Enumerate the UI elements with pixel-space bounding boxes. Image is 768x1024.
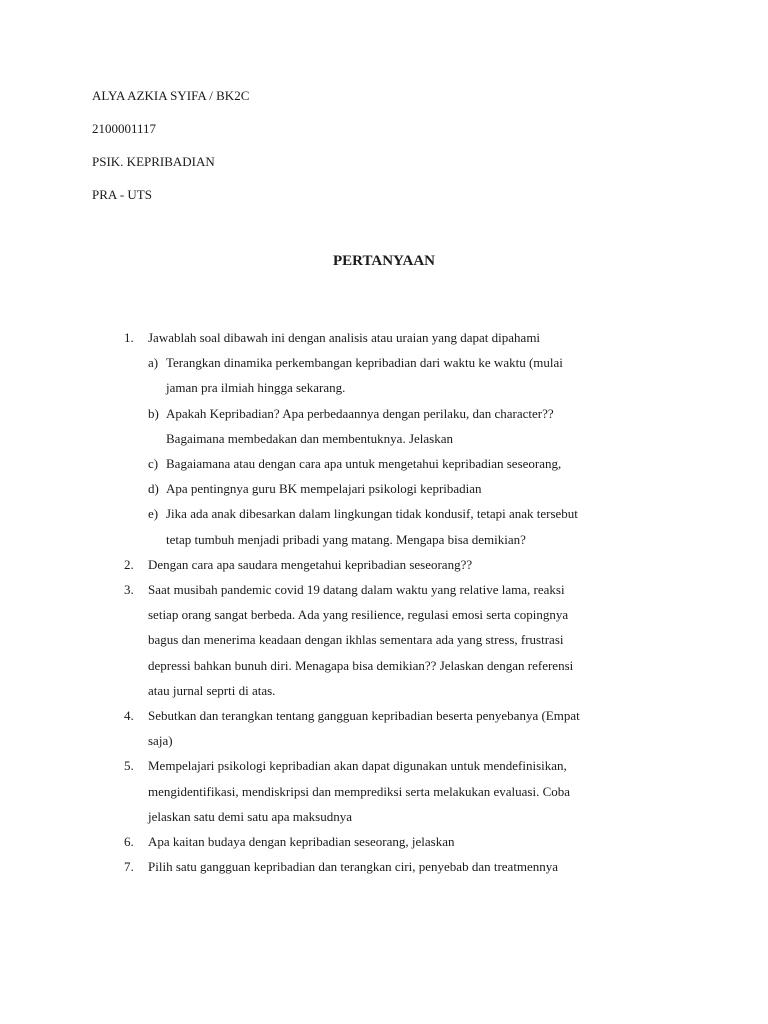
question-text: Apa kaitan budaya dengan kepribadian seseorang, jelaskan: [148, 834, 455, 849]
subquestion-letter: c): [148, 456, 159, 471]
question-number: 2.: [124, 556, 134, 572]
question-text: bagus dan menerima keadaan dengan ikhlas sementara ada yang stress, frustrasi: [148, 632, 564, 648]
question-text: saja): [148, 733, 173, 749]
student-id: 2100001117: [92, 121, 157, 136]
subquestion-text: jaman pra ilmiah hingga sekarang.: [166, 380, 346, 396]
question-text: depressi bahkan bunuh diri. Menagapa bisa demikian?? Jelaskan dengan referensi: [148, 657, 574, 673]
question-number: 5.: [124, 758, 134, 774]
question-text: mengidentifikasi, mendiskripsi dan memprediksi serta melakukan evaluasi. Coba: [148, 783, 571, 799]
question-number: 6.: [124, 834, 134, 849]
subquestion-text: Bagaiamana atau dengan cara apa untuk mengetahui kepribadian seseorang,: [166, 456, 562, 471]
question-text: Sebutkan dan terangkan tentang gangguan kepribadian beserta penyebanya (Empat: [148, 708, 580, 723]
question-text: Pilih satu gangguan kepribadian dan terangkan ciri, penyebab dan treatmennya: [148, 859, 559, 875]
subquestion-text: Jika ada anak dibesarkan dalam lingkungan tidak kondusif, tetapi anak tersebut: [166, 506, 578, 522]
subquestion-letter: e): [148, 506, 159, 522]
course-name: PSIK. KEPRIBADIAN: [92, 154, 215, 169]
page-title: PERTANYAAN: [333, 253, 435, 269]
exam-name: PRA - UTS: [92, 187, 152, 202]
question-text: atau jurnal seprti di atas.: [148, 682, 276, 698]
question-text: setiap orang sangat berbeda. Ada yang resilience, regulasi emosi serta copingnya: [148, 607, 569, 623]
question-number: 7.: [124, 859, 134, 875]
subquestion-text: Bagaimana membedakan dan membentuknya. Jelaskan: [166, 430, 453, 446]
student-name: ALYA AZKIA SYIFA / BK2C: [92, 88, 250, 103]
question-text: Dengan cara apa saudara mengetahui kepribadian seseorang??: [148, 556, 473, 572]
question-number: 3.: [124, 582, 134, 597]
question-number: 4.: [124, 708, 134, 723]
question-text: Saat musibah pandemic covid 19 datang dalam waktu yang relative lama, reaksi: [148, 582, 565, 597]
question-number: 1.: [124, 330, 134, 345]
question-text: Jawablah soal dibawah ini dengan analisis atau uraian yang dapat dipahami: [148, 330, 541, 345]
subquestion-text: tetap tumbuh menjadi pribadi yang matang. Mengapa bisa demikian?: [166, 531, 526, 547]
question-text: Mempelajari psikologi kepribadian akan dapat digunakan untuk mendefinisikan,: [148, 758, 567, 774]
subquestion-letter: b): [148, 405, 159, 421]
subquestion-letter: a): [148, 355, 159, 371]
subquestion-text: Apakah Kepribadian? Apa perbedaannya dengan perilaku, dan character??: [166, 405, 554, 421]
question-text: jelaskan satu demi satu apa maksudnya: [148, 808, 352, 824]
subquestion-text: Terangkan dinamika perkembangan kepribadian dari waktu ke waktu (mulai: [166, 355, 563, 371]
subquestion-letter: d): [148, 481, 159, 497]
subquestion-text: Apa pentingnya guru BK mempelajari psikologi kepribadian: [166, 481, 482, 497]
